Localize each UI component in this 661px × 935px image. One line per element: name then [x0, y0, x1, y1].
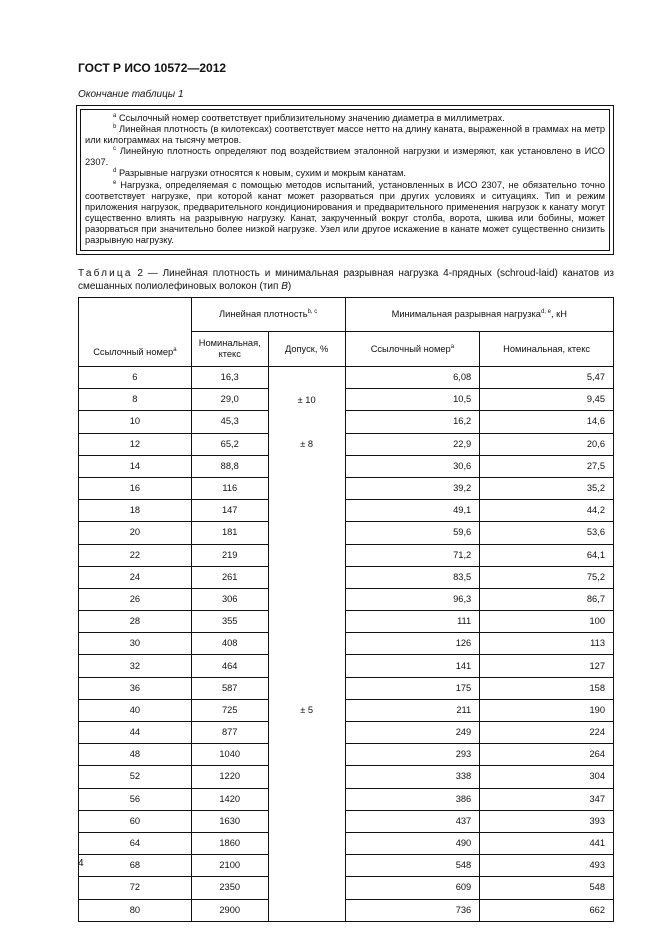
cell-ref-break-load: 59,6	[345, 522, 480, 544]
cell-nominal-break-load: 127	[480, 655, 614, 677]
cell-ref-break-load: 83,5	[345, 566, 480, 588]
cell-nominal-break-load: 20,6	[480, 433, 614, 455]
table-row	[79, 877, 614, 899]
table-row	[79, 832, 614, 854]
cell-nominal-break-load: 264	[480, 744, 614, 766]
caption-label: Таблица	[78, 268, 133, 279]
table-row	[79, 477, 614, 499]
cell-ref-number: 52	[79, 766, 192, 788]
table-row	[79, 588, 614, 610]
cell-tolerance: ± 10	[268, 367, 345, 434]
cell-tolerance-empty	[268, 722, 345, 744]
cell-nominal: 1860	[191, 832, 268, 854]
cell-nominal-break-load: 113	[480, 633, 614, 655]
cell-nominal-break-load: 14,6	[480, 411, 614, 433]
cell-nominal-break-load: 493	[480, 855, 614, 877]
caption-type-letter: B	[281, 280, 288, 292]
cell-ref-number: 20	[79, 522, 192, 544]
cell-nominal-break-load: 64,1	[480, 544, 614, 566]
cell-ref-number: 64	[79, 832, 192, 854]
cell-ref-number: 24	[79, 566, 192, 588]
header-nominal-2: Номинальная, ктекс	[480, 332, 614, 367]
cell-ref-number: 22	[79, 544, 192, 566]
table-row	[79, 455, 614, 477]
table-row	[79, 611, 614, 633]
cell-ref-number: 44	[79, 722, 192, 744]
cell-ref-break-load: 96,3	[345, 588, 480, 610]
cell-ref-number: 6	[79, 367, 192, 389]
caption-text: 2 — Линейная плотность и минимальная разрывная нагрузка 4-прядных (schroud-laid) канатов из смешанных полиолефиновых волокон (тип	[78, 268, 614, 292]
cell-ref-break-load: 30,6	[345, 455, 480, 477]
cell-nominal-break-load: 158	[480, 677, 614, 699]
footnote-a: $^a$ Ссылочный номер соответствует приблизительному значению диаметра в миллиметрах.	[113, 113, 505, 123]
cell-tolerance: ± 5	[268, 699, 345, 721]
table-row	[79, 677, 614, 699]
cell-nominal-break-load: 190	[480, 699, 614, 721]
cell-nominal: 464	[191, 655, 268, 677]
cell-tolerance-empty	[268, 544, 345, 566]
cell-ref-break-load: 10,5	[345, 389, 480, 411]
table-row	[79, 855, 614, 877]
cell-tolerance-empty	[268, 588, 345, 610]
cell-ref-number: 14	[79, 455, 192, 477]
cell-tolerance-empty	[268, 655, 345, 677]
cell-nominal-break-load: 347	[480, 788, 614, 810]
cell-tolerance-empty	[268, 899, 345, 921]
cell-nominal: 1040	[191, 744, 268, 766]
cell-ref-break-load: 609	[345, 877, 480, 899]
cell-nominal: 116	[191, 477, 268, 499]
cell-ref-number: 80	[79, 899, 192, 921]
table-row	[79, 389, 614, 411]
cell-nominal: 147	[191, 500, 268, 522]
cell-ref-break-load: 22,9	[345, 433, 480, 455]
cell-tolerance-empty	[268, 766, 345, 788]
cell-ref-break-load: 211	[345, 699, 480, 721]
footnotes-box	[76, 105, 614, 255]
cell-ref-number: 72	[79, 877, 192, 899]
cell-nominal: 261	[191, 566, 268, 588]
cell-nominal: 306	[191, 588, 268, 610]
cell-ref-break-load: 39,2	[345, 477, 480, 499]
cell-tolerance-empty	[268, 788, 345, 810]
cell-nominal-break-load: 44,2	[480, 500, 614, 522]
cell-nominal: 29,0	[191, 389, 268, 411]
cell-nominal-break-load: 86,7	[480, 588, 614, 610]
footnote-d: $^d$ Разрывные нагрузки относятся к новым, сухим и мокрым канатам.	[113, 168, 406, 179]
cell-ref-number: 32	[79, 655, 192, 677]
table-row	[79, 433, 614, 455]
table-row	[79, 766, 614, 788]
cell-ref-break-load: 141	[345, 655, 480, 677]
table-row	[79, 500, 614, 522]
header-linear-density: Линейная плотность$^{b, c}$	[191, 298, 345, 332]
cell-nominal-break-load: 75,2	[480, 566, 614, 588]
page-number: 4	[78, 858, 84, 869]
cell-nominal: 587	[191, 677, 268, 699]
cell-nominal-break-load: 224	[480, 722, 614, 744]
cell-ref-number: 10	[79, 411, 192, 433]
cell-nominal: 65,2	[191, 433, 268, 455]
cell-ref-number: 40	[79, 699, 192, 721]
cell-tolerance-empty	[268, 611, 345, 633]
table-row	[79, 367, 614, 389]
cell-ref-number: 12	[79, 433, 192, 455]
table-row	[79, 899, 614, 921]
cell-nominal-break-load: 100	[480, 611, 614, 633]
cell-ref-break-load: 49,1	[345, 500, 480, 522]
cell-ref-break-load: 16,2	[345, 411, 480, 433]
data-table	[78, 297, 614, 922]
cell-nominal: 1220	[191, 766, 268, 788]
cell-nominal: 408	[191, 633, 268, 655]
table-header-row-1	[79, 298, 614, 332]
footnote-c: $^c$ Линейную плотность определяют под воздействием эталонной нагрузки и измеряют, как установлено в ИСО 2307.	[85, 146, 606, 168]
cell-nominal-break-load: 27,5	[480, 455, 614, 477]
cell-ref-break-load: 126	[345, 633, 480, 655]
cell-nominal: 88,8	[191, 455, 268, 477]
cell-tolerance: ± 8	[268, 433, 345, 455]
header-min-breaking-load: Минимальная разрывная нагрузка$^{d, e}$, кН	[345, 298, 613, 332]
cell-ref-break-load: 111	[345, 611, 480, 633]
cell-ref-break-load: 490	[345, 832, 480, 854]
cell-tolerance-empty	[268, 522, 345, 544]
cell-tolerance-empty	[268, 855, 345, 877]
cell-ref-break-load: 437	[345, 810, 480, 832]
table-row	[79, 633, 614, 655]
cell-ref-number: 26	[79, 588, 192, 610]
cell-nominal: 2100	[191, 855, 268, 877]
cell-tolerance-empty	[268, 832, 345, 854]
cell-tolerance-empty	[268, 455, 345, 477]
cell-nominal-break-load: 548	[480, 877, 614, 899]
cell-ref-number: 60	[79, 810, 192, 832]
table-row	[79, 722, 614, 744]
cell-ref-number: 28	[79, 611, 192, 633]
cell-ref-number: 8	[79, 389, 192, 411]
cell-ref-break-load: 548	[345, 855, 480, 877]
table-row	[79, 411, 614, 433]
cell-ref-break-load: 736	[345, 899, 480, 921]
cell-nominal: 16,3	[191, 367, 268, 389]
cell-nominal-break-load: 53,6	[480, 522, 614, 544]
cell-tolerance-empty	[268, 477, 345, 499]
cell-ref-number: 48	[79, 744, 192, 766]
table-row	[79, 566, 614, 588]
cell-tolerance-empty	[268, 810, 345, 832]
header-nominal: Номинальная, ктекс	[191, 332, 268, 367]
cell-tolerance-empty	[268, 744, 345, 766]
cell-tolerance-empty	[268, 566, 345, 588]
table-row	[79, 788, 614, 810]
cell-nominal-break-load: 9,45	[480, 389, 614, 411]
footnote-b: $^b$ Линейная плотность (в килотексах) соответствует массе нетто на длину каната, выраженной в граммах на метр или килограммах на тысячу метров.	[85, 124, 606, 146]
cell-nominal: 1420	[191, 788, 268, 810]
cell-ref-break-load: 6,08	[345, 367, 480, 389]
cell-tolerance-empty	[268, 633, 345, 655]
table-row	[79, 744, 614, 766]
cell-tolerance-empty	[268, 677, 345, 699]
cell-tolerance-empty	[268, 877, 345, 899]
document-header: ГОСТ Р ИСО 10572—2012	[78, 61, 227, 75]
cell-nominal-break-load: 393	[480, 810, 614, 832]
table-continuation-label: Окончание таблицы 1	[78, 89, 184, 100]
cell-nominal: 181	[191, 522, 268, 544]
cell-ref-break-load: 249	[345, 722, 480, 744]
cell-ref-break-load: 338	[345, 766, 480, 788]
cell-nominal-break-load: 304	[480, 766, 614, 788]
cell-ref-number: 30	[79, 633, 192, 655]
cell-nominal-break-load: 441	[480, 832, 614, 854]
cell-nominal-break-load: 35,2	[480, 477, 614, 499]
cell-nominal-break-load: 5,47	[480, 367, 614, 389]
cell-ref-number: 16	[79, 477, 192, 499]
cell-nominal: 1630	[191, 810, 268, 832]
header-ref-number-2: Ссылочный номер$^a$	[345, 332, 480, 367]
cell-ref-number: 36	[79, 677, 192, 699]
cell-ref-break-load: 293	[345, 744, 480, 766]
table-row	[79, 522, 614, 544]
cell-ref-number: 56	[79, 788, 192, 810]
table-row	[79, 810, 614, 832]
cell-tolerance-empty	[268, 500, 345, 522]
cell-ref-number: 18	[79, 500, 192, 522]
cell-ref-break-load: 386	[345, 788, 480, 810]
cell-nominal: 877	[191, 722, 268, 744]
header-ref-number: Ссылочный номер$^a$	[79, 298, 192, 367]
table-row	[79, 699, 614, 721]
table-row	[79, 544, 614, 566]
cell-ref-break-load: 71,2	[345, 544, 480, 566]
cell-nominal: 355	[191, 611, 268, 633]
cell-ref-number: 68	[79, 855, 192, 877]
cell-nominal: 219	[191, 544, 268, 566]
cell-nominal: 725	[191, 699, 268, 721]
caption-close: )	[287, 280, 292, 292]
cell-nominal-break-load: 662	[480, 899, 614, 921]
table-row	[79, 655, 614, 677]
cell-nominal: 2350	[191, 877, 268, 899]
footnote-e: $^e$ Нагрузка, определяемая с помощью методов испытаний, установленных в ИСО 2307, не обязательно точно соответствует нагрузке, при которой канат может разорваться при других условиях и ситуациях. Тип и режим приложения нагрузок, предварительного кондиционирования и предварительного применения нагрузок к канату могут существенно влиять на разрывную нагрузку. Канат, закрученный вокруг столба, ворота, шкива или бобины, может разорваться при значительно более низкой нагрузке. Узел или другое искажение в канате может существенно снизить разрывную нагрузку.	[85, 179, 605, 246]
cell-nominal: 2900	[191, 899, 268, 921]
table-caption	[78, 268, 614, 293]
cell-ref-break-load: 175	[345, 677, 480, 699]
footnotes-inner	[80, 109, 610, 251]
cell-nominal: 45,3	[191, 411, 268, 433]
header-tolerance: Допуск, %	[268, 332, 345, 367]
